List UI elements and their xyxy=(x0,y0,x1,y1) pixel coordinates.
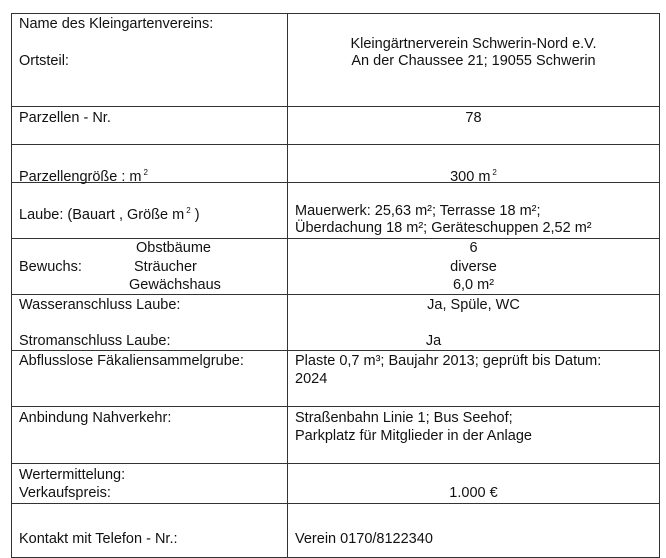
value-cell-nahverkehr xyxy=(288,407,660,464)
label-stromanschluss: Stromanschluss Laube: xyxy=(19,333,171,349)
value-parzellengroesse-text: 300 m xyxy=(450,169,491,185)
value-cell-laube xyxy=(288,183,660,239)
label-bewuchs: Bewuchs: xyxy=(19,259,82,275)
label-cell-wert xyxy=(12,464,288,504)
label-cell-parzellen-nr xyxy=(12,107,288,145)
value-vereinsname: Kleingärtnerverein Schwerin-Nord e.V. xyxy=(350,36,597,52)
row-fäkaliengrube xyxy=(12,351,660,407)
row-verein xyxy=(12,14,660,107)
label-grube: Abflusslose Fäkaliensammelgrube: xyxy=(19,353,244,369)
value-straeucher: diverse xyxy=(450,259,497,275)
row-kontakt xyxy=(12,504,660,558)
value-nahverkehr-line2: Parkplatz für Mitglieder in der Anlage xyxy=(295,428,532,444)
label-vereinsname: Name des Kleingartenvereins: xyxy=(19,16,214,32)
value-cell-parzellen-nr xyxy=(288,107,660,145)
row-bewuchs xyxy=(12,239,660,295)
value-cell-grube xyxy=(288,351,660,407)
row-parzellen-nr xyxy=(12,107,660,145)
label-cell-grube xyxy=(12,351,288,407)
parcel-info-table xyxy=(11,13,660,558)
label-gewaechshaus: Gewächshaus xyxy=(129,277,221,293)
value-nahverkehr-line1: Straßenbahn Linie 1; Bus Seehof; xyxy=(295,410,513,426)
value-cell-kontakt xyxy=(288,504,660,558)
label-laube xyxy=(19,202,200,224)
value-laube-line2: Überdachung 18 m²; Geräteschuppen 2,52 m² xyxy=(295,220,592,236)
label-ortsteil: Ortsteil: xyxy=(19,53,69,69)
label-parzellen-nr: Parzellen - Nr. xyxy=(19,110,111,126)
row-laube xyxy=(12,183,660,239)
label-cell-bewuchs xyxy=(12,239,288,295)
value-kontakt: Verein 0170/8122340 xyxy=(295,531,433,547)
value-grube-line2: 2024 xyxy=(295,371,328,387)
label-cell-kontakt xyxy=(12,504,288,558)
value-grube-line1: Plaste 0,7 m³; Baujahr 2013; geprüft bis Datum: xyxy=(295,353,602,369)
label-kontakt: Kontakt mit Telefon - Nr.: xyxy=(19,531,178,547)
label-laube-sup: 2 xyxy=(186,206,191,215)
value-wasseranschluss: Ja, Spüle, WC xyxy=(427,297,520,313)
label-parzellengroesse-text: Parzellengröße : m xyxy=(19,169,142,185)
label-parzellengroesse-sup: 2 xyxy=(143,168,148,177)
value-cell-wert xyxy=(288,464,660,504)
label-laube-close: ) xyxy=(190,207,200,223)
value-cell-bewuchs xyxy=(288,239,660,295)
label-cell-parzellengroesse xyxy=(12,145,288,183)
value-verkaufspreis: 1.000 € xyxy=(449,485,498,501)
label-cell-nahverkehr xyxy=(12,407,288,464)
value-obstbaeume: 6 xyxy=(469,240,478,256)
label-wertermittelung: Wertermittelung: xyxy=(19,467,126,483)
row-nahverkehr xyxy=(12,407,660,464)
row-parzellengroesse xyxy=(12,145,660,183)
value-parzellengroesse-sup: 2 xyxy=(492,168,497,177)
label-obstbaeume: Obstbäume xyxy=(136,240,211,256)
value-cell-anschluss xyxy=(288,295,660,351)
value-parzellen-nr: 78 xyxy=(465,110,482,126)
label-cell-laube xyxy=(12,183,288,239)
value-cell-verein xyxy=(288,14,660,107)
label-nahverkehr: Anbindung Nahverkehr: xyxy=(19,410,172,426)
label-cell-verein xyxy=(12,14,288,107)
label-laube-text: Laube: (Bauart , Größe m xyxy=(19,207,185,223)
label-verkaufspreis: Verkaufspreis: xyxy=(19,485,111,501)
row-anschluss xyxy=(12,295,660,351)
value-stromanschluss: Ja xyxy=(425,333,442,349)
value-gewaechshaus: 6,0 m² xyxy=(452,277,495,293)
value-adresse: An der Chaussee 21; 19055 Schwerin xyxy=(351,53,596,69)
label-wasseranschluss: Wasseranschluss Laube: xyxy=(19,297,181,313)
row-wertermittlung xyxy=(12,464,660,504)
value-cell-parzellengroesse xyxy=(288,145,660,183)
value-laube-line1: Mauerwerk: 25,63 m²; Terrasse 18 m²; xyxy=(295,203,541,219)
label-straeucher: Sträucher xyxy=(134,259,197,275)
